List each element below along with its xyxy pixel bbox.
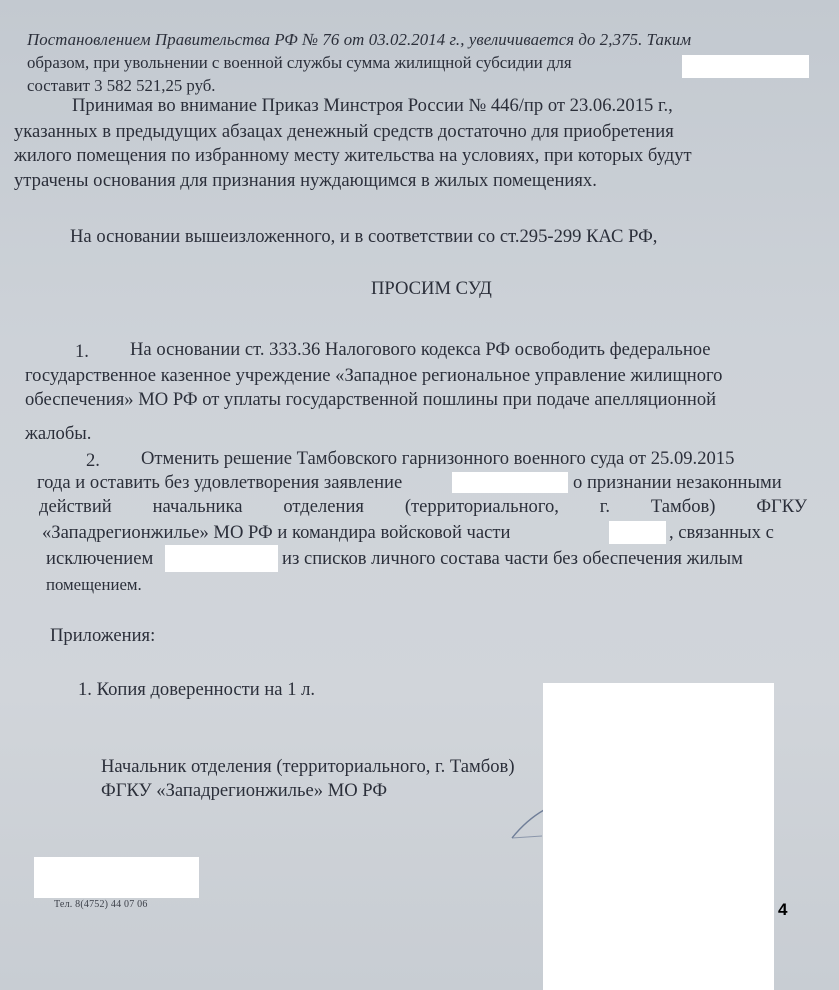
item-1-number: 1. (75, 341, 89, 362)
para-minstroy-line-3: жилого помещения по избранному месту жительства на условиях, при которых будут (14, 145, 692, 166)
word: (территориального, (404, 496, 559, 517)
attachments-label: Приложения: (50, 625, 156, 646)
word: ФГКУ (756, 496, 807, 517)
redaction-block (682, 55, 809, 78)
item-1-line-4: жалобы. (25, 423, 92, 444)
item-2-number: 2. (86, 450, 100, 471)
word: Тамбов) (650, 496, 716, 517)
item-2-line-3 (39, 496, 807, 518)
redaction-block (452, 472, 568, 493)
request-heading: ПРОСИМ СУД (371, 278, 492, 299)
signatory-line-1: Начальник отделения (территориального, г. Тамбов) (101, 756, 515, 777)
para-top-line-1: Постановлением Правительства РФ № 76 от 03.02.2014 г., увеличивается до 2,375. Таким (27, 30, 692, 49)
phone-number: Тел. 8(4752) 44 07 06 (54, 899, 148, 910)
basis-text: На основании вышеизложенного, и в соответствии со ст.295-299 КАС РФ, (70, 226, 658, 247)
item-2-line-4a: «Западрегионжилье» МО РФ и командира войсковой части (42, 522, 511, 543)
word: действий (39, 496, 112, 517)
word: г. (599, 496, 610, 517)
item-2-line-2a: года и оставить без удовлетворения заявление (37, 472, 403, 493)
item-2-line-5b: из списков личного состава части без обеспечения жилым (282, 548, 743, 569)
item-1-line-3: обеспечения» МО РФ от уплаты государственной пошлины при подаче апелляционной (25, 389, 717, 410)
page-number: 4 (778, 900, 788, 919)
word: начальника (152, 496, 243, 517)
redaction-block (165, 545, 278, 572)
word: отделения (283, 496, 364, 517)
signatory-line-2: ФГКУ «Западрегионжилье» МО РФ (101, 780, 388, 801)
item-2-line-6: помещением. (46, 575, 142, 594)
redaction-block (34, 857, 199, 898)
para-minstroy-line-1: Принимая во внимание Приказ Минстроя России № 446/пр от 23.06.2015 г., (72, 95, 673, 116)
attachment-item-1: 1. Копия доверенности на 1 л. (78, 679, 316, 700)
para-minstroy-line-4: утрачены основания для признания нуждающимся в жилых помещениях. (14, 170, 597, 191)
item-2-line-2b: о признании незаконными (573, 472, 782, 493)
item-1-line-1: На основании ст. 333.36 Налогового кодекса РФ освободить федеральное (130, 339, 711, 360)
item-1-line-2: государственное казенное учреждение «Западное региональное управление жилищного (25, 365, 723, 386)
para-top-line-3: составит 3 582 521,25 руб. (27, 76, 216, 95)
item-2-line-4b: , связанных с (669, 522, 774, 543)
redaction-block (609, 521, 666, 544)
item-2-line-1: Отменить решение Тамбовского гарнизонного военного суда от 25.09.2015 (141, 448, 735, 469)
signature-stroke (508, 806, 548, 842)
item-2-line-5a: исключением (46, 548, 154, 569)
signature-redaction (543, 683, 774, 990)
para-minstroy-line-2: указанных в предыдущих абзацах денежный средств достаточно для приобретения (14, 121, 674, 142)
para-top-line-2: образом, при увольнении с военной службы сумма жилищной субсидии для (27, 53, 572, 72)
